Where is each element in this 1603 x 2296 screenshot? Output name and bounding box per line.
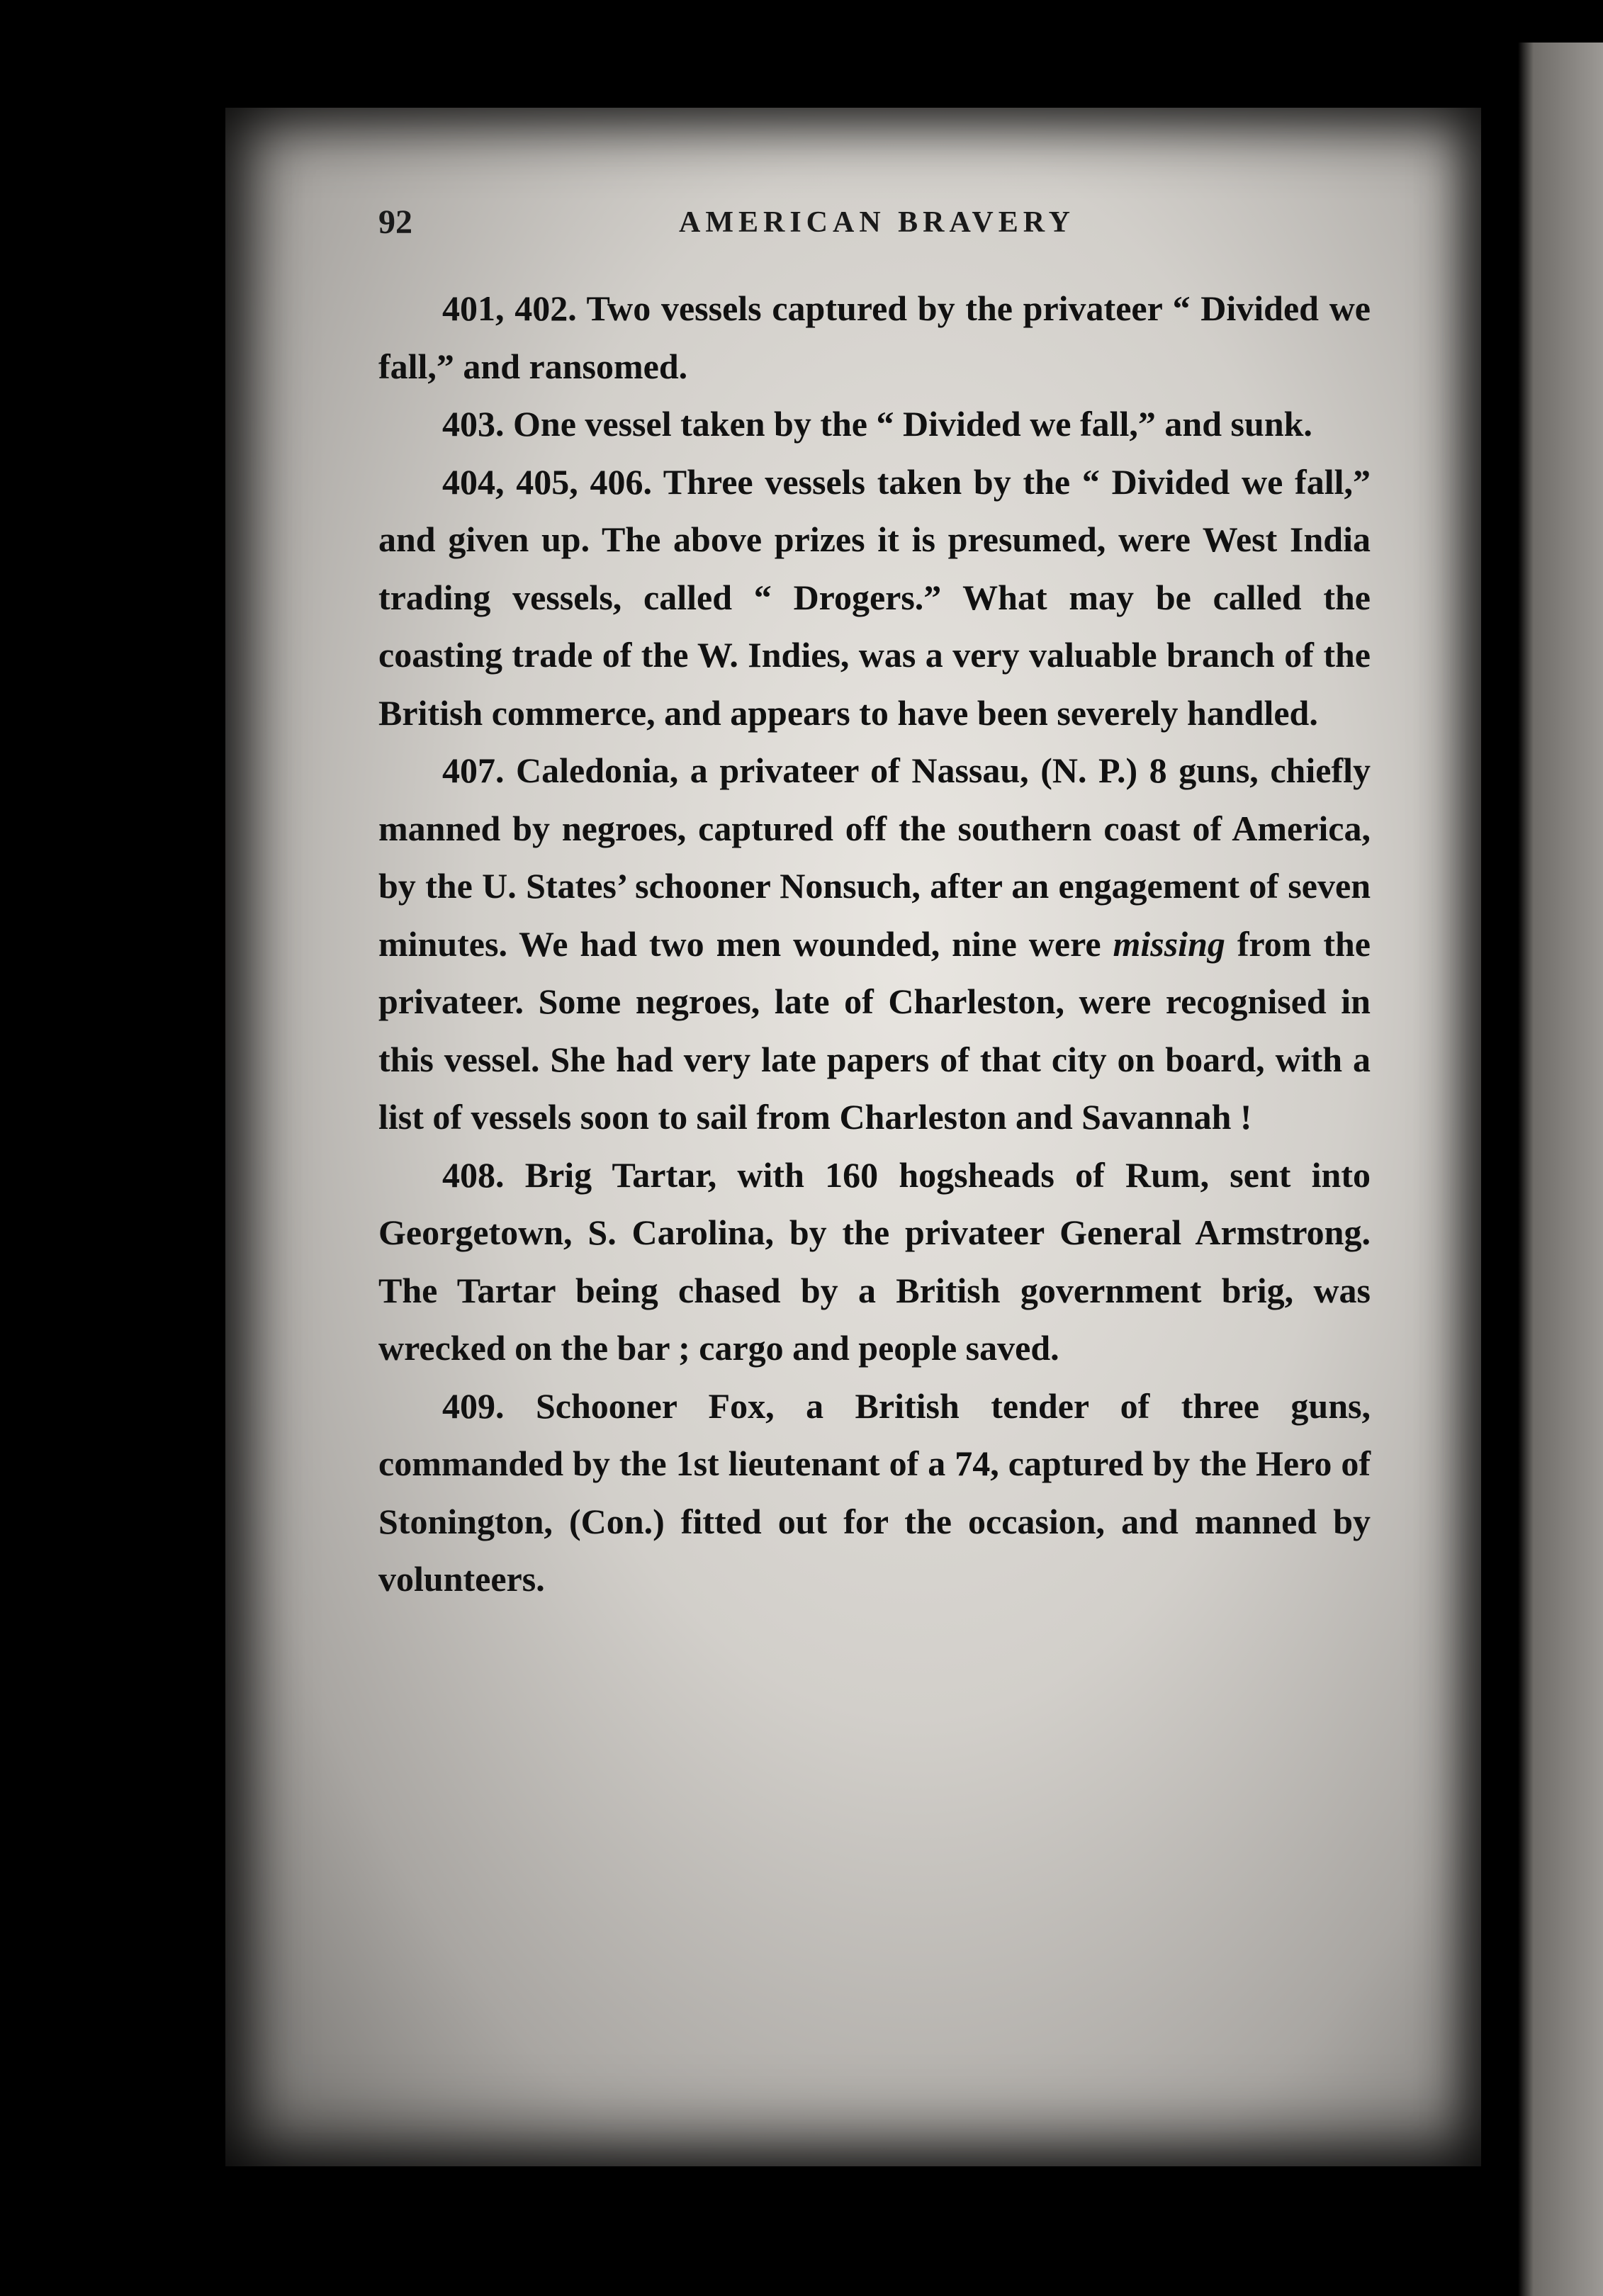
entry-404-406: 404, 405, 406. Three vessels taken by the “ Divided we fall,” and given up. The above prizes it is presumed, were West India trading vessels, called “ Drogers.” What may be called the coasting trade of the W. Indies, was a very valuable branch of the British commerce, and appears to have been severely handled.	[378, 461, 1371, 733]
entry-407-text-end: from the privateer. Some negroes, late of Charleston, were recognised in this vessel. She had very late papers of that city on board, with a list of vessels soon to sail from Charleston and Savannah !	[378, 923, 1371, 1137]
page-number: 92	[378, 203, 412, 241]
entry-401-402: 401, 402. Two vessels captured by the privateer “ Divided we fall,” and ransomed.	[378, 288, 1371, 386]
running-head: AMERICAN BRAVERY	[679, 206, 1075, 239]
entry-408: 408. Brig Tartar, with 160 hogsheads of Rum, sent into Georgetown, S. Carolina, by the privateer General Armstrong. The Tartar being chased by a British government brig, was wrecked on the bar ; cargo and people saved.	[378, 1154, 1371, 1368]
facing-page-edge	[1505, 43, 1603, 2296]
entry-403: 403. One vessel taken by the “ Divided we fall,” and sunk.	[442, 404, 1312, 444]
page-body	[378, 280, 1371, 1609]
entry-407-text-start: 407. Caledonia, a privateer of Nassau, (N. P.) 8 guns, chiefly manned by negroes, captured off the southern coast of America, by the U. States’ schooner Nonsuch, after an engagement of seven minutes. We had two men wounded, nine were	[378, 750, 1371, 964]
entry-407-italic-word: missing	[1113, 923, 1225, 964]
entry-407	[378, 742, 1371, 1147]
entry-409: 409. Schooner Fox, a British tender of three guns, commanded by the 1st lieutenant of a 74, captured by the Hero of Stonington, (Con.) fitted out for the occasion, and manned by volunteers.	[378, 1385, 1371, 1599]
